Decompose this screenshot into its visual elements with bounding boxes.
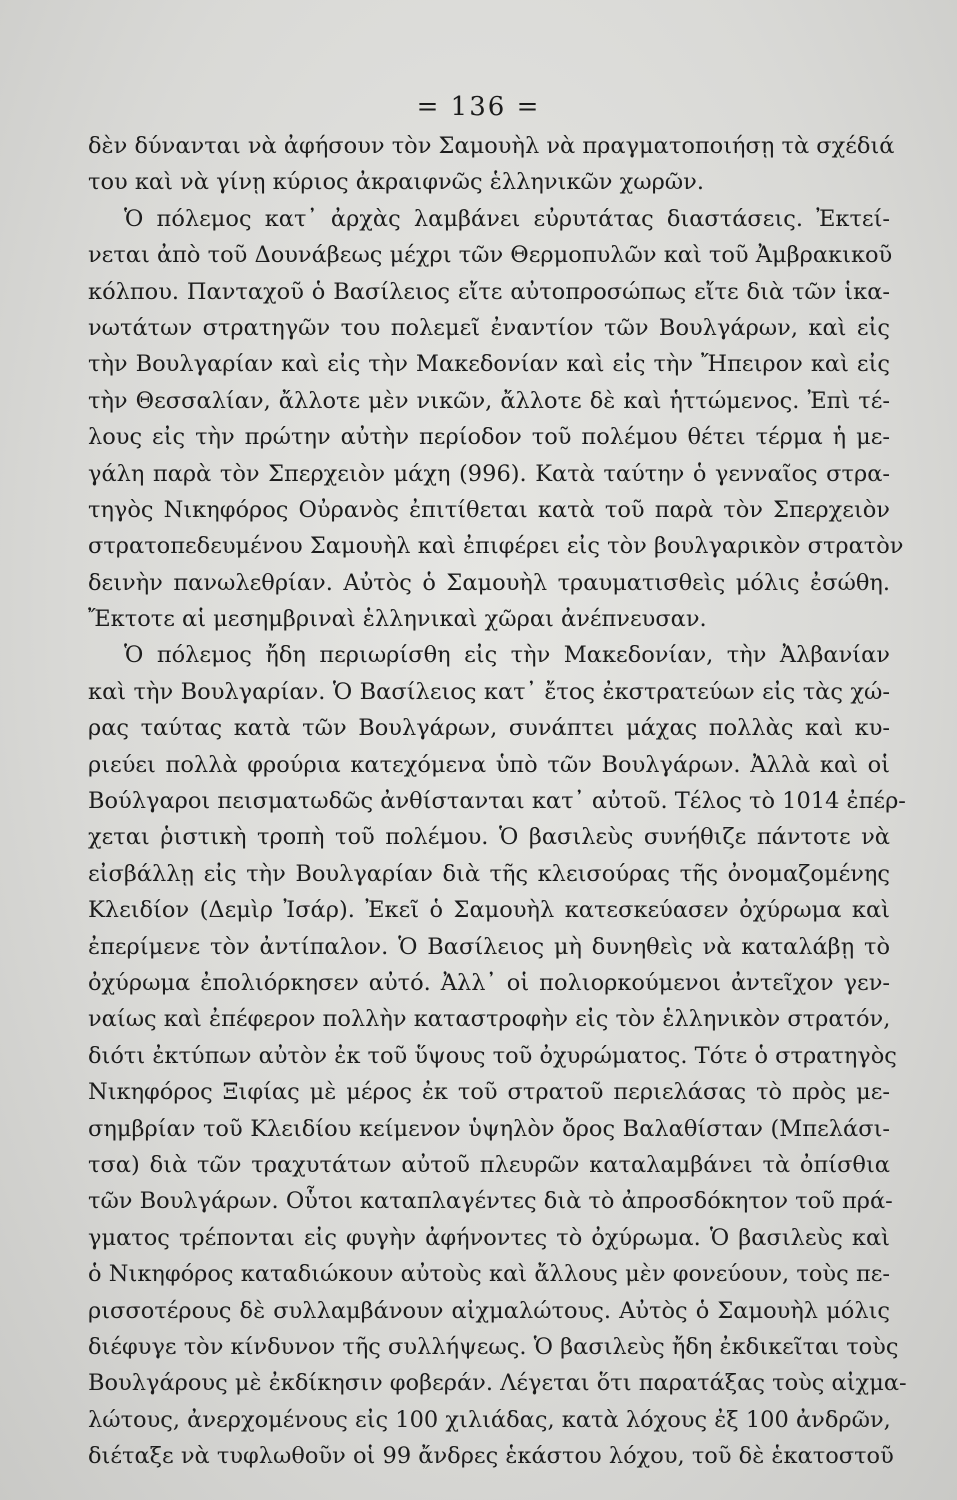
body-text: [88, 128, 907, 1474]
text-line: τὴν Βουλγαρίαν καὶ εἰς τὴν Μακεδονίαν καὶ εἰς τὴν Ἤπειρον καὶ εἰς: [88, 351, 890, 378]
text-line: τηγὸς Νικηφόρος Οὐρανὸς ἐπιτίθεται κατὰ τοῦ παρὰ τὸν Σπερχειὸν: [88, 496, 890, 523]
text-line: διέταξε νὰ τυφλωθοῦν οἱ 99 ἄνδρες ἑκάστου λόχου, τοῦ δὲ ἑκατοστοῦ: [88, 1443, 894, 1470]
text-line: Κλειδίον (Δεμὶρ Ἰσάρ). Ἐκεῖ ὁ Σαμουὴλ κατεσκεύασεν ὀχύρωμα καὶ: [88, 897, 890, 924]
text-line: διέφυγε τὸν κίνδυνον τῆς συλλήψεως. Ὁ βασιλεὺς ἤδη ἐκδικεῖται τοὺς: [88, 1333, 899, 1360]
text-line: Ἔκτοτε αἱ μεσημβριναὶ ἑλληνικαὶ χῶραι ἀνέπνευσαν.: [88, 606, 707, 633]
text-line: ἐπερίμενε τὸν ἀντίπαλον. Ὁ Βασίλειος μὴ δυνηθεὶς νὰ καταλάβῃ τὸ: [88, 933, 890, 960]
text-line: Ὁ πόλεμος ἤδη περιωρίσθη εἰς τὴν Μακεδονίαν, τὴν Ἀλβανίαν: [124, 642, 890, 669]
text-line: γάλη παρὰ τὸν Σπερχειὸν μάχη (996). Κατὰ ταύτην ὁ γενναῖος στρα-: [88, 460, 890, 487]
text-line: τῶν Βουλγάρων. Οὗτοι καταπλαγέντες διὰ τὸ ἀπροσδόκητον τοῦ πρά-: [88, 1188, 893, 1215]
text-line: Νικηφόρος Ξιφίας μὲ μέρος ἐκ τοῦ στρατοῦ περιελάσας τὸ πρὸς με-: [88, 1079, 890, 1106]
text-line: καὶ τὴν Βουλγαρίαν. Ὁ Βασίλειος κατ᾽ ἔτος ἐκστρατεύων εἰς τὰς χώ-: [88, 678, 890, 705]
text-line: τὴν Θεσσαλίαν, ἄλλοτε μὲν νικῶν, ἄλλοτε δὲ καὶ ἡττώμενος. Ἐπὶ τέ-: [88, 387, 890, 414]
text-line: Βούλγαροι πεισματωδῶς ἀνθίστανται κατ᾽ αὐτοῦ. Τέλος τὸ 1014 ἐπέρ-: [88, 788, 906, 815]
text-line: στρατοπεδευμένου Σαμουὴλ καὶ ἐπιφέρει εἰς τὸν βουλγαρικὸν στρατὸν: [88, 533, 904, 560]
page-number: = 136 =: [416, 92, 541, 122]
text-line: κόλπου. Πανταχοῦ ὁ Βασίλειος εἴτε αὐτοπροσώπως εἴτε διὰ τῶν ἱκα-: [88, 278, 890, 305]
text-line: διότι ἐκτύπων αὐτὸν ἐκ τοῦ ὕψους τοῦ ὀχυρώματος. Τότε ὁ στρατηγὸς: [88, 1042, 897, 1069]
text-line: λους εἰς τὴν πρώτην αὐτὴν περίοδον τοῦ πολέμου θέτει τέρμα ἡ με-: [88, 424, 890, 451]
text-line: δὲν δύνανται νὰ ἀφήσουν τὸν Σαμουὴλ νὰ πραγματοποιήσῃ τὰ σχέδιά: [88, 133, 895, 159]
text-line: δεινὴν πανωλεθρίαν. Αὐτὸς ὁ Σαμουὴλ τραυματισθεὶς μόλις ἐσώθη.: [88, 569, 890, 596]
text-line: ριεύει πολλὰ φρούρια κατεχόμενα ὑπὸ τῶν Βουλγάρων. Ἀλλὰ καὶ οἱ: [88, 751, 890, 778]
text-line: ὁ Νικηφόρος καταδιώκουν αὐτοὺς καὶ ἄλλους μὲν φονεύουν, τοὺς πε-: [88, 1261, 890, 1288]
text-line: γματος τρέπονται εἰς φυγὴν ἀφήνοντες τὸ ὀχύρωμα. Ὁ βασιλεὺς καὶ: [88, 1224, 890, 1251]
text-line: ρας ταύτας κατὰ τῶν Βουλγάρων, συνάπτει μάχας πολλὰς καὶ κυ-: [88, 715, 890, 742]
text-line: λώτους, ἀνερχομένους εἰς 100 χιλιάδας, κατὰ λόχους ἐξ 100 ἀνδρῶν,: [88, 1406, 891, 1433]
text-line: Βουλγάρους μὲ ἐκδίκησιν φοβεράν. Λέγεται ὅτι παρατάξας τοὺς αἰχμα-: [88, 1370, 907, 1397]
text-line: σημβρίαν τοῦ Κλειδίου κείμενον ὑψηλὸν ὄρος Βαλαθίσταν (Μπελάσι-: [88, 1115, 890, 1142]
text-line: του καὶ νὰ γίνῃ κύριος ἀκραιφνῶς ἑλληνικῶν χωρῶν.: [88, 169, 704, 196]
text-line: νεται ἀπὸ τοῦ Δουνάβεως μέχρι τῶν Θερμοπυλῶν καὶ τοῦ Ἀμβρακικοῦ: [88, 242, 893, 269]
text-line: ρισσοτέρους δὲ συλλαμβάνουν αἰχμαλώτους. Αὐτὸς ὁ Σαμουὴλ μόλις: [88, 1297, 890, 1324]
text-line: εἰσβάλλῃ εἰς τὴν Βουλγαρίαν διὰ τῆς κλεισούρας τῆς ὀνομαζομένης: [88, 860, 890, 887]
text-line: τσα) διὰ τῶν τραχυτάτων αὐτοῦ πλευρῶν καταλαμβάνει τὰ ὀπίσθια: [88, 1151, 890, 1178]
text-line: νωτάτων στρατηγῶν του πολεμεῖ ἐναντίον τῶν Βουλγάρων, καὶ εἰς: [88, 314, 890, 341]
text-line: ὀχύρωμα ἐπολιόρκησεν αὐτό. Ἀλλ᾽ οἱ πολιορκούμενοι ἀντεῖχον γεν-: [88, 969, 890, 996]
text-line: Ὁ πόλεμος κατ᾽ ἀρχὰς λαμβάνει εὐρυτάτας διαστάσεις. Ἐκτεί-: [124, 205, 890, 232]
text-line: χεται ῥιστικὴ τροπὴ τοῦ πολέμου. Ὁ βασιλεὺς συνήθιζε πάντοτε νὰ: [88, 824, 890, 851]
text-line: ναίως καὶ ἐπέφερον πολλὴν καταστροφὴν εἰς τὸν ἑλληνικὸν στρατόν,: [88, 1006, 891, 1033]
